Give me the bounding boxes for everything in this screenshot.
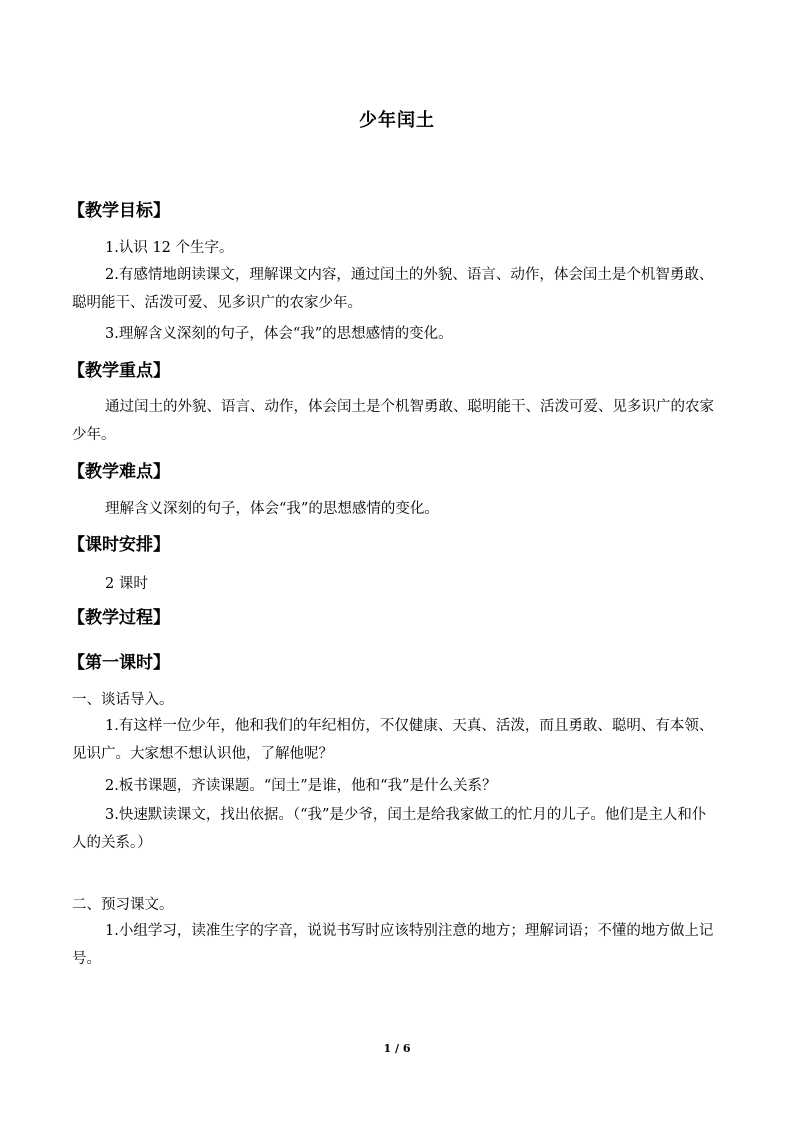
part2-title: 二、预习课文。: [72, 897, 174, 913]
page-indicator: 1 / 6: [383, 1042, 411, 1055]
difficulties-heading: 【教学难点】: [68, 462, 170, 482]
schedule-heading: 【课时安排】: [68, 535, 170, 555]
part1-item-3: 3.快速默读课文，找出依据。（“我”是少爷，闰土是给我家做工的忙月的儿子。他们是主人和仆人的关系。）: [72, 807, 707, 851]
document-title: 少年闰土: [359, 110, 435, 131]
objective-item-1: 1.认识 12 个生字。: [105, 240, 234, 256]
part1-title: 一、谈话导入。: [72, 692, 174, 708]
objectives-heading: 【教学目标】: [68, 201, 170, 221]
key-points-heading: 【教学重点】: [68, 361, 170, 381]
part2-item-1: 1.小组学习，读准生字的字音，说说书写时应该特别注意的地方；理解词语；不懂的地方做上记号。: [72, 923, 714, 967]
part1-item-1: 1.有这样一位少年，他和我们的年纪相仿，不仅健康、天真、活泼，而且勇敢、聪明、有本领、见识广。大家想不想认识他，了解他呢？: [72, 718, 714, 762]
objective-item-2: 2.有感情地朗读课文，理解课文内容，通过闰土的外貌、语言、动作，体会闰土是个机智勇敢、聪明能干、活泼可爱、见多识广的农家少年。: [72, 267, 714, 311]
part1-item-2: 2.板书课题，齐读课题。“闰土”是谁，他和“我”是什么关系？: [105, 778, 497, 794]
objective-item-3: 3.理解含义深刻的句子，体会“我”的思想感情的变化。: [105, 326, 453, 342]
difficulties-text: 理解含义深刻的句子，体会“我”的思想感情的变化。: [105, 501, 439, 517]
key-points-text: 通过闰土的外貌、语言、动作，体会闰土是个机智勇敢、聪明能干、活泼可爱、见多识广的农家少年。: [72, 399, 714, 443]
first-lesson-heading: 【第一课时】: [68, 653, 170, 673]
process-heading: 【教学过程】: [68, 608, 170, 628]
schedule-text: 2 课时: [105, 576, 148, 592]
